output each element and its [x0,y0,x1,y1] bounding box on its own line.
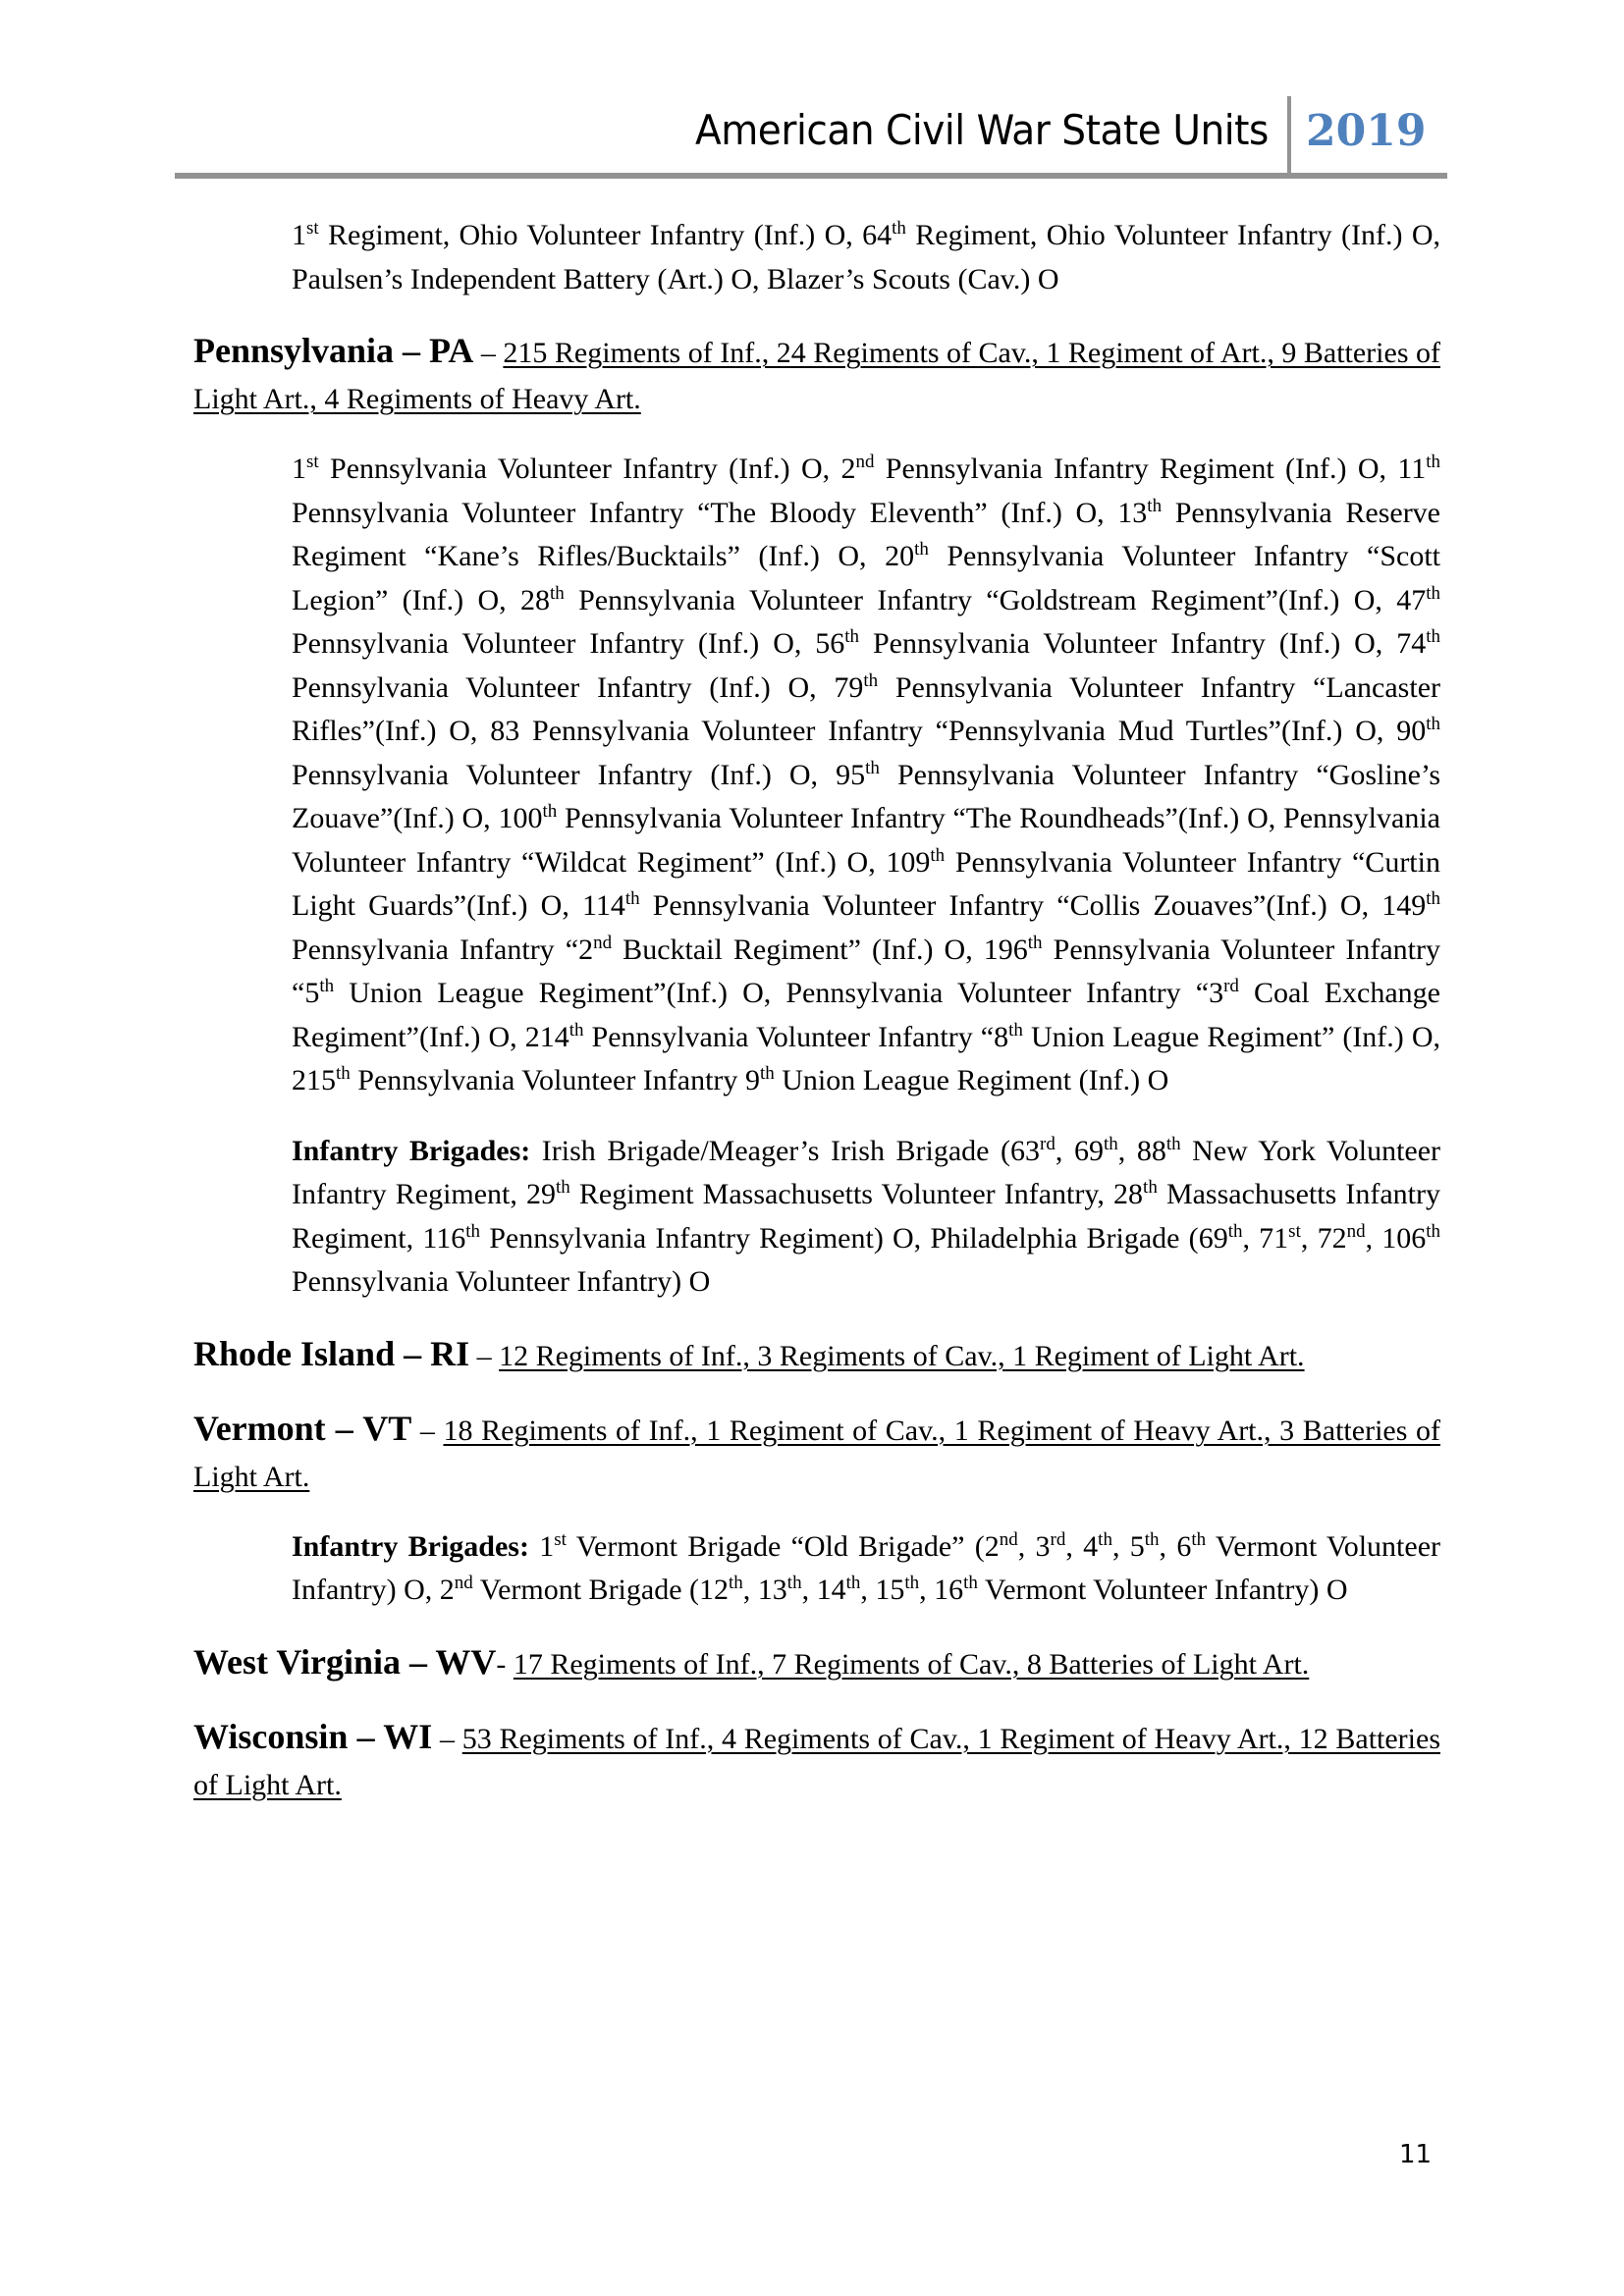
ordinal-suffix: th [845,1573,861,1593]
ordinal-suffix: th [892,218,906,239]
page-content [193,214,1440,1808]
ordinal-suffix: nd [999,1528,1018,1550]
ordinal-suffix: th [624,888,640,909]
ordinal-suffix: th [1143,1177,1158,1198]
ordinal-suffix: th [1426,582,1440,604]
state-summary: 215 Regiments of Inf., 24 Regiments of Cav., 1 Regiment of Art., 9 Batteries of Light Art., 4 Regiments of Heavy Art. [193,337,1440,415]
state-summary: 12 Regiments of Inf., 3 Regiments of Cav., 1 Regiment of Light Art. [499,1339,1305,1372]
ordinal-suffix: th [1426,626,1440,647]
ordinal-suffix: th [1426,1220,1441,1242]
ordinal-suffix: th [914,539,929,560]
pennsylvania-units: 1st Pennsylvania Volunteer Infantry (Inf.) O, 2nd Pennsylvania Infantry Regiment (Inf.) O, 11th Pennsylvania Volunteer Infantry “The Bloody Eleventh” (Inf.) O, 13th Pennsylvania Reserve Regiment “Kane’s Rifles/Bucktails” (Inf.) O, 20th Pennsylvania Volunteer Infantry “Scott Legion” (Inf.) O, 28th Pennsylvania Volunteer Infantry “Goldstream Regiment”(Inf.) O, 47th Pennsylvania Volunteer Infantry (Inf.) O, 56th Pennsylvania Volunteer Infantry (Inf.) O, 74th Pennsylvania Volunteer Infantry (Inf.) O, 79th Pennsylvania Volunteer Infantry “Lancaster Rifles”(Inf.) O, 83 Pennsylvania Volunteer Infantry “Pennsylvania Mud Turtles”(Inf.) O, 90th Pennsylvania Volunteer Infantry (Inf.) O, 95th Pennsylvania Volunteer Infantry “Gosline’s Zouave”(Inf.) O, 100th Pennsylvania Volunteer Infantry “The Roundheads”(Inf.) O, Pennsylvania Volunteer Infantry “Wildcat Regiment” (Inf.) O, 109th Pennsylvania Volunteer Infantry “Curtin Light Guards”(Inf.) O, 114th Pennsylvania Volunteer Infantry “Collis Zouaves”(Inf.) O, 149th Pennsylvania Infantry “2nd Bucktail Regiment” (Inf.) O, 196th Pennsylvania Volunteer Infantry “5th Union League Regiment”(Inf.) O, Pennsylvania Volunteer Infantry “3rd Coal Exchange Regiment”(Inf.) O, 214th Pennsylvania Volunteer Infantry “8th Union League Regiment” (Inf.) O, 215th Pennsylvania Volunteer Infantry 9th Union League Regiment (Inf.) O [292,452,1441,1096]
ordinal-suffix: th [904,1573,920,1593]
ordinal-suffix: th [1191,1528,1207,1550]
ordinal-suffix: st [554,1528,567,1550]
ordinal-suffix: th [1098,1528,1112,1550]
ordinal-suffix: th [568,1019,584,1041]
brigades-label: Infantry Brigades: [292,1529,529,1563]
document-title: American Civil War State Units [695,106,1269,154]
state-name: Vermont – VT [193,1408,412,1448]
ordinal-suffix: th [930,844,946,866]
ordinal-suffix: th [863,669,879,691]
ordinal-suffix: th [465,1220,481,1242]
ohio-units-continuation: 1st Regiment, Ohio Volunteer Infantry (Inf.) O, 64th Regiment, Ohio Volunteer Infantry (Inf.) O, Paulsen’s Independent Battery (Art.) O, Blazer’s Scouts (Cav.) O [292,218,1440,295]
ordinal-suffix: th [1008,1019,1023,1041]
ordinal-suffix: th [319,976,335,996]
ordinal-suffix: th [786,1573,802,1593]
ordinal-suffix: th [1426,714,1440,734]
header-rule [175,173,1447,179]
state-summary: 17 Regiments of Inf., 7 Regiments of Cav., 8 Batteries of Light Art. [513,1647,1310,1681]
state-heading-west-virginia: West Virginia – WV- 17 Regiments of Inf., 7 Regiments of Cav., 8 Batteries of Light Art. [193,1641,1310,1682]
state-heading-rhode-island: Rhode Island – RI – 12 Regiments of Inf., 3 Regiments of Cav., 1 Regiment of Light Art. [193,1333,1305,1373]
ordinal-suffix: th [1144,1528,1160,1550]
ordinal-suffix: th [1426,452,1440,472]
ordinal-suffix: rd [1223,976,1239,996]
ordinal-suffix: rd [1050,1528,1066,1550]
state-name: West Virginia – WV [193,1641,497,1682]
ordinal-suffix: th [1103,1133,1118,1154]
header-divider [1287,96,1291,179]
ordinal-suffix: rd [1040,1133,1056,1154]
ordinal-suffix: th [1426,888,1440,909]
state-name: Pennsylvania – PA [193,331,474,370]
brigades-label: Infantry Brigades: [292,1134,531,1167]
state-heading-vermont: Vermont – VT – 18 Regiments of Inf., 1 Regiment of Cav., 1 Regiment of Heavy Art., 3 Batteries of Light Art. [193,1408,1440,1493]
ordinal-suffix: nd [593,932,613,953]
ordinal-suffix: th [1165,1133,1181,1154]
state-summary: 53 Regiments of Inf., 4 Regiments of Cav., 1 Regiment of Heavy Art., 12 Batteries of Light Art. [193,1722,1440,1801]
state-name: Wisconsin – WI [193,1716,433,1756]
ordinal-suffix: st [1288,1220,1301,1242]
ordinal-suffix: nd [454,1573,473,1593]
ordinal-suffix: th [729,1573,743,1593]
state-name: Rhode Island – RI [193,1333,470,1373]
state-summary: 18 Regiments of Inf., 1 Regiment of Cav., 1 Regiment of Heavy Art., 3 Batteries of Light Art. [193,1414,1440,1493]
ordinal-suffix: st [306,218,319,239]
ordinal-suffix: th [963,1573,978,1593]
ordinal-suffix: nd [855,452,875,472]
pennsylvania-brigades: Infantry Brigades: Irish Brigade/Meager’s Irish Brigade (63rd, 69th, 88th New York Volunteer Infantry Regiment, 29th Regiment Massachusetts Volunteer Infantry, 28th Massachusetts Infantry Regiment, 116th Pennsylvania Infantry Regiment) O, Philadelphia Brigade (69th, 71st, 72nd, 106th Pennsylvania Volunteer Infantry) O [292,1133,1441,1298]
ordinal-suffix: th [1147,495,1163,516]
page-number: 11 [1399,2140,1433,2169]
vermont-brigades: Infantry Brigades: 1st Vermont Brigade “Old Brigade” (2nd, 3rd, 4th, 5th, 6th Vermont Volunteer Infantry) O, 2nd Vermont Brigade (12th, 13th, 14th, 15th, 16th Vermont Volunteer Infantry) O [292,1528,1441,1606]
ordinal-suffix: th [542,801,558,822]
ordinal-suffix: th [549,582,565,604]
state-heading-wisconsin: Wisconsin – WI – 53 Regiments of Inf., 4 Regiments of Cav., 1 Regiment of Heavy Art., 12 Batteries of Light Art. [193,1716,1440,1801]
ordinal-suffix: nd [1346,1220,1366,1242]
ordinal-suffix: th [865,757,880,778]
ordinal-suffix: th [844,626,860,647]
ordinal-suffix: th [1027,932,1043,953]
ordinal-suffix: th [1227,1220,1243,1242]
ordinal-suffix: th [556,1177,570,1198]
ordinal-suffix: th [336,1063,351,1084]
page-header [175,94,1447,181]
state-heading-pennsylvania: Pennsylvania – PA – 215 Regiments of Inf., 24 Regiments of Cav., 1 Regiment of Art., 9 Batteries of Light Art., 4 Regiments of Heavy Art. [193,331,1440,415]
ordinal-suffix: th [759,1063,775,1084]
ordinal-suffix: st [306,452,319,472]
document-year: 2019 [1306,106,1427,156]
